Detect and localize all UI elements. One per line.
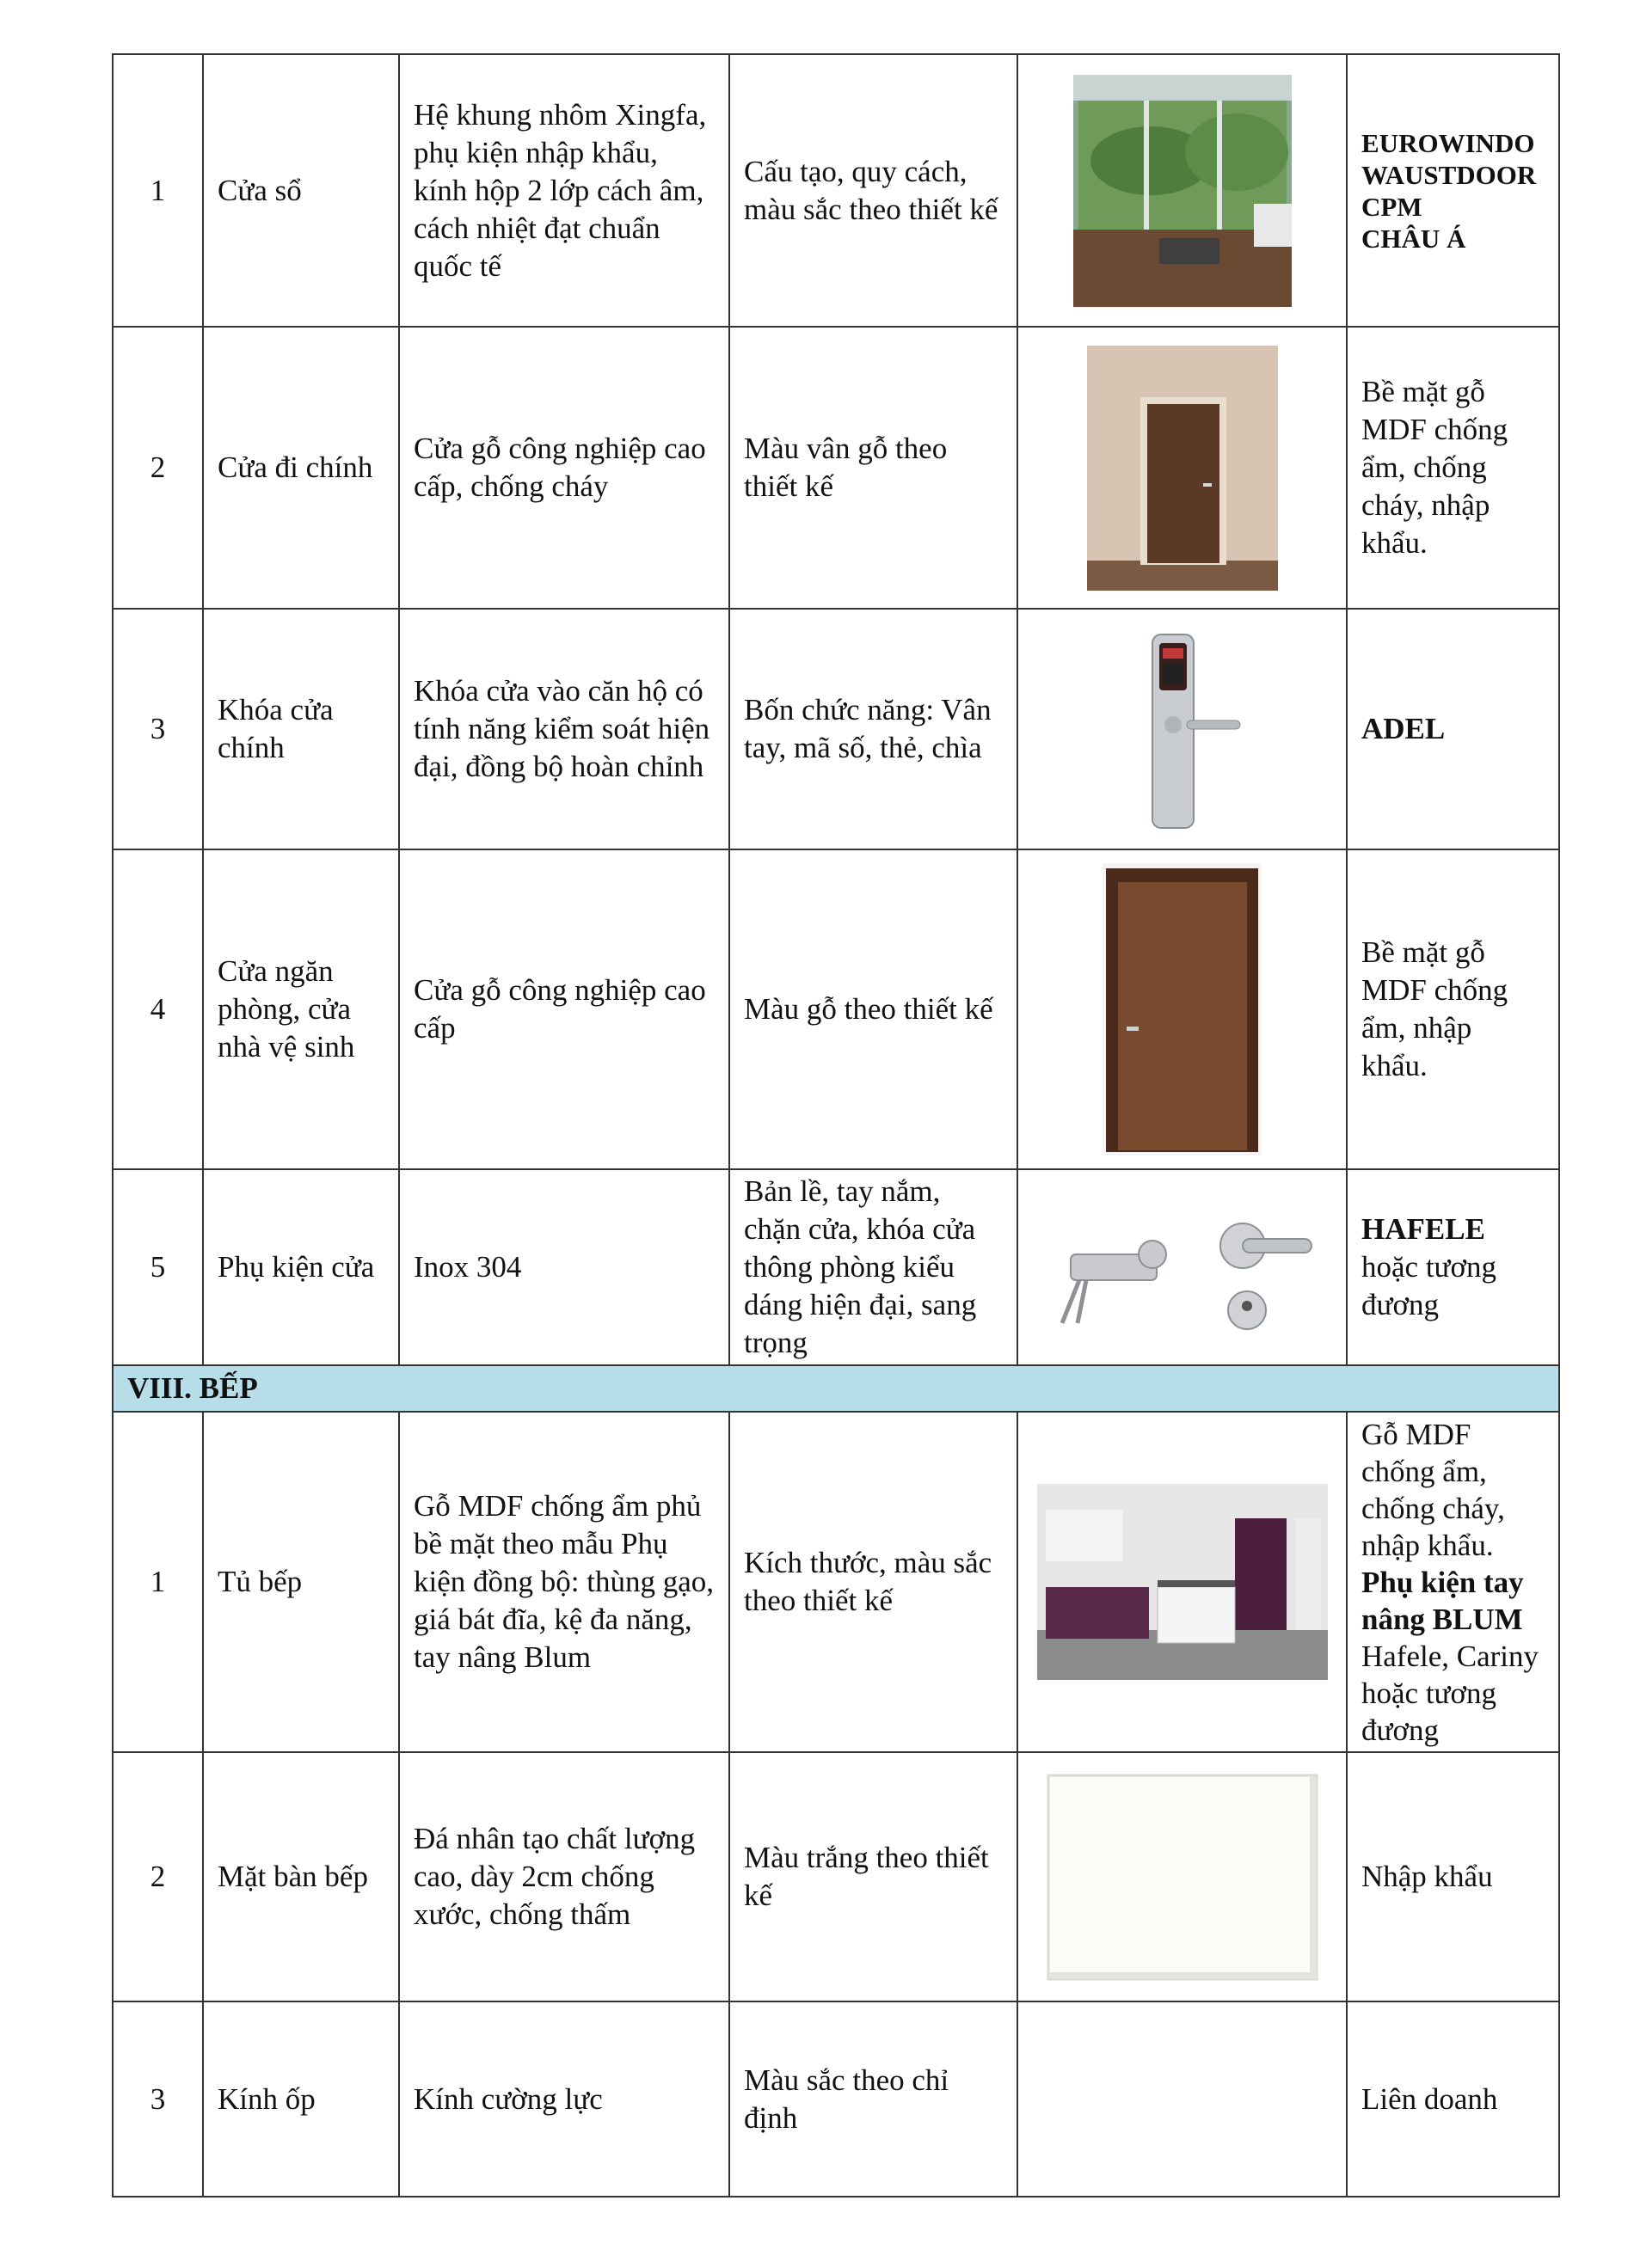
item-spec: Màu trắng theo thiết kế xyxy=(729,1752,1017,2001)
brand-line: WAUSTDOOR xyxy=(1361,159,1537,190)
door-lock-photo xyxy=(1118,626,1247,832)
table-row xyxy=(113,2001,1559,2197)
item-brand xyxy=(1347,1169,1559,1365)
table-row xyxy=(113,1412,1559,1752)
item-name: Tủ bếp xyxy=(203,1412,399,1752)
item-spec: Màu sắc theo chỉ định xyxy=(729,2001,1017,2197)
table-row xyxy=(113,609,1559,849)
item-name: Cửa đi chính xyxy=(203,327,399,609)
window-photo xyxy=(1073,75,1292,307)
brand-note: Hafele, Cariny hoặc tương đương xyxy=(1361,1639,1539,1747)
product-image-cell xyxy=(1017,54,1347,327)
item-spec: Bản lề, tay nắm, chặn cửa, khóa cửa thông phòng kiểu dáng hiện đại, sang trọng xyxy=(729,1169,1017,1365)
room-door-photo xyxy=(1103,863,1262,1155)
item-spec: Bốn chức năng: Vân tay, mã số, thẻ, chìa xyxy=(729,609,1017,849)
item-material: Kính cường lực xyxy=(399,2001,729,2197)
item-spec: Kích thước, màu sắc theo thiết kế xyxy=(729,1412,1017,1752)
product-image-cell xyxy=(1017,327,1347,609)
brand-note: hoặc tương đương xyxy=(1361,1250,1497,1321)
countertop-photo xyxy=(1045,1772,1320,1983)
item-name: Khóa cửa chính xyxy=(203,609,399,849)
item-name: Kính ốp xyxy=(203,2001,399,2197)
item-spec: Màu gỗ theo thiết kế xyxy=(729,849,1017,1169)
item-material: Đá nhân tạo chất lượng cao, dày 2cm chống xước, chống thấm xyxy=(399,1752,729,2001)
item-brand xyxy=(1347,1412,1559,1752)
brand-name: HAFELE xyxy=(1361,1212,1485,1246)
row-number: 3 xyxy=(113,2001,203,2197)
row-number: 1 xyxy=(113,1412,203,1752)
product-image-cell xyxy=(1017,2001,1347,2197)
row-number: 2 xyxy=(113,327,203,609)
product-image-cell xyxy=(1017,1412,1347,1752)
item-brand: Nhập khẩu xyxy=(1347,1752,1559,2001)
table-row xyxy=(113,849,1559,1169)
item-brand xyxy=(1347,54,1559,327)
row-number: 4 xyxy=(113,849,203,1169)
item-material: Inox 304 xyxy=(399,1169,729,1365)
item-brand xyxy=(1347,609,1559,849)
item-name: Phụ kiện cửa xyxy=(203,1169,399,1365)
item-spec: Màu vân gỗ theo thiết kế xyxy=(729,327,1017,609)
table-row xyxy=(113,54,1559,327)
row-number: 5 xyxy=(113,1169,203,1365)
item-brand: Bề mặt gỗ MDF chống ẩm, chống cháy, nhập khẩu. xyxy=(1347,327,1559,609)
section-header xyxy=(113,1365,1559,1412)
item-material: Cửa gỗ công nghiệp cao cấp xyxy=(399,849,729,1169)
row-number: 3 xyxy=(113,609,203,849)
brand-note: Gỗ MDF chống ẩm, chống cháy, nhập khẩu. xyxy=(1361,1417,1505,1562)
item-name: Mặt bàn bếp xyxy=(203,1752,399,2001)
main-door-photo xyxy=(1087,346,1278,591)
brand-line: CPM xyxy=(1361,191,1422,222)
brand-line: EUROWINDO xyxy=(1361,127,1535,158)
item-material: Cửa gỗ công nghiệp cao cấp, chống cháy xyxy=(399,327,729,609)
product-image-cell xyxy=(1017,609,1347,849)
brand-name: ADEL xyxy=(1361,712,1446,745)
table-row xyxy=(113,1752,1559,2001)
table-row xyxy=(113,1169,1559,1365)
row-number: 1 xyxy=(113,54,203,327)
brand-name: Phụ kiện tay nâng BLUM xyxy=(1361,1565,1524,1636)
item-name: Cửa sổ xyxy=(203,54,399,327)
item-material: Hệ khung nhôm Xingfa, phụ kiện nhập khẩu, kính hộp 2 lớp cách âm, cách nhiệt đạt chuẩn quốc tế xyxy=(399,54,729,327)
brand-line: CHÂU Á xyxy=(1361,223,1466,254)
item-brand: Liên doanh xyxy=(1347,2001,1559,2197)
item-name: Cửa ngăn phòng, cửa nhà vệ sinh xyxy=(203,849,399,1169)
item-material: Khóa cửa vào căn hộ có tính năng kiểm soát hiện đại, đồng bộ hoàn chỉnh xyxy=(399,609,729,849)
item-brand: Bề mặt gỗ MDF chống ẩm, nhập khẩu. xyxy=(1347,849,1559,1169)
item-material: Gỗ MDF chống ẩm phủ bề mặt theo mẫu Phụ kiện đồng bộ: thùng gạo, giá bát đĩa, kệ đa năng, tay nâng Blum xyxy=(399,1412,729,1752)
item-spec: Cấu tạo, quy cách, màu sắc theo thiết kế xyxy=(729,54,1017,327)
row-number: 2 xyxy=(113,1752,203,2001)
table-row xyxy=(113,327,1559,609)
kitchen-cabinet-photo xyxy=(1037,1484,1328,1680)
section-title: VIII. BẾP xyxy=(113,1365,1559,1412)
door-hardware-photo xyxy=(1045,1194,1320,1340)
spec-table xyxy=(112,53,1560,2198)
product-image-cell xyxy=(1017,1169,1347,1365)
product-image-cell xyxy=(1017,1752,1347,2001)
product-image-cell xyxy=(1017,849,1347,1169)
